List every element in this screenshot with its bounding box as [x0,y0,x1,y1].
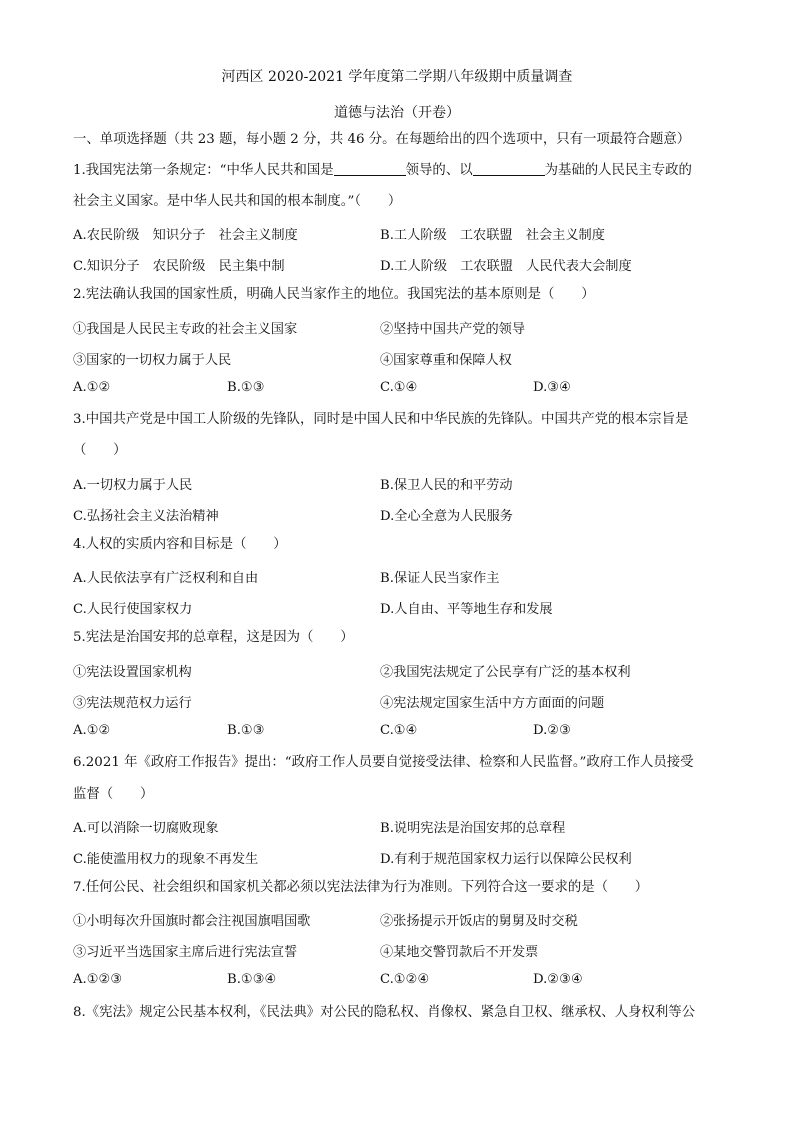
option-d[interactable]: D.人自由、平等地生存和发展 [380,602,553,617]
option-a[interactable]: A.人民依法享有广泛权利和自由 [73,571,259,586]
option-c[interactable]: C.人民行使国家权力 [73,602,193,617]
option-b[interactable]: B.保证人民当家作主 [380,571,500,586]
statement-item: ①宪法设置国家机构 [73,665,192,680]
exam-title: 河西区 2020-2021 学年度第二学期八年级期中质量调查 [221,69,573,85]
statement-item: ②张扬提示开饭店的舅舅及时交税 [380,914,578,929]
question-3-stem-line2: （ ） [73,443,127,458]
answer-blank[interactable] [334,163,406,176]
option-c[interactable]: C.①②④ [380,972,430,987]
option-b[interactable]: B.①③④ [227,972,277,987]
question-1-stem-line2: 社会主义国家。是中华人民共和国的根本制度。”（ ） [73,194,402,209]
question-3-stem: 3.中国共产党是中国工人阶级的先锋队，同时是中国人民和中华民族的先锋队。中国共产党的根本宗旨是 [73,412,689,427]
statement-item: ②坚持中国共产党的领导 [380,322,526,337]
option-a[interactable]: A.①② [73,723,111,738]
option-c[interactable]: C.①④ [380,723,418,738]
question-6-stem-line2: 监督（ ） [73,787,154,802]
option-d[interactable]: D.全心全意为人民服务 [380,509,513,524]
option-d[interactable]: D.工人阶级 工农联盟 人民代表大会制度 [380,259,632,274]
option-a[interactable]: A.可以消除一切腐败现象 [73,821,219,836]
statement-item: ③习近平当选国家主席后进行宪法宣誓 [73,945,298,960]
option-d[interactable]: D.②③ [533,723,571,738]
option-d[interactable]: D.③④ [533,380,571,395]
option-a[interactable]: A.农民阶级 知识分子 社会主义制度 [73,228,298,243]
statement-item: ③国家的一切权力属于人民 [73,353,232,368]
statement-item: ④国家尊重和保障人权 [380,353,512,368]
option-c[interactable]: C.能使滥用权力的现象不再发生 [73,852,259,867]
statement-item: ①小明每次升国旗时都会注视国旗唱国歌 [73,914,311,929]
option-d[interactable]: D.有利于规范国家权力运行以保障公民权利 [380,852,632,867]
option-a[interactable]: A.①②③ [73,972,123,987]
section-heading: 一、单项选择题（共 23 题，每小题 2 分，共 46 分。在每题给出的四个选项中，只有一项最符合题意） [73,132,691,147]
statement-item: ①我国是人民民主专政的社会主义国家 [73,322,298,337]
option-b[interactable]: B.工人阶级 工农联盟 社会主义制度 [380,228,605,243]
option-c[interactable]: C.弘扬社会主义法治精神 [73,509,219,524]
option-b[interactable]: B.说明宪法是治国安邦的总章程 [380,821,566,836]
option-c[interactable]: C.知识分子 农民阶级 民主集中制 [73,259,285,274]
option-a[interactable]: A.一切权力属于人民 [73,478,193,493]
question-7-stem: 7.任何公民、社会组织和国家机关都必须以宪法法律为行为准则。下列符合这一要求的是（ ） [73,880,649,895]
question-5-stem: 5.宪法是治国安邦的总章程，这是因为（ ） [73,630,354,645]
question-4-stem: 4.人权的实质内容和目标是（ ） [73,537,287,552]
question-8-stem: 8.《宪法》规定公民基本权利，《民法典》对公民的隐私权、肖像权、紧急自卫权、继承权、人身权利等公 [73,1005,696,1020]
answer-blank[interactable] [473,163,545,176]
option-d[interactable]: D.②③④ [533,972,583,987]
question-1-stem: 1.我国宪法第一条规定：“中华人民共和国是 领导的、以 为基础的人民民主专政的 [73,163,692,178]
statement-item: ③宪法规范权力运行 [73,696,192,711]
option-b[interactable]: B.保卫人民的和平劳动 [380,478,513,493]
statement-item: ②我国宪法规定了公民享有广泛的基本权利 [380,665,631,680]
question-2-stem: 2.宪法确认我国的国家性质，明确人民当家作主的地位。我国宪法的基本原则是（ ） [73,287,595,302]
option-b[interactable]: B.①③ [227,723,265,738]
option-a[interactable]: A.①② [73,380,111,395]
option-b[interactable]: B.①③ [227,380,265,395]
question-6-stem: 6.2021 年《政府工作报告》提出：“政府工作人员要自觉接受法律、检察和人民监督。”政府工作人员接受 [73,755,694,770]
exam-subtitle: 道德与法治（开卷） [334,105,460,121]
option-c[interactable]: C.①④ [380,380,418,395]
statement-item: ④某地交警罚款后不开发票 [380,945,539,960]
statement-item: ④宪法规定国家生活中方方面面的问题 [380,696,605,711]
